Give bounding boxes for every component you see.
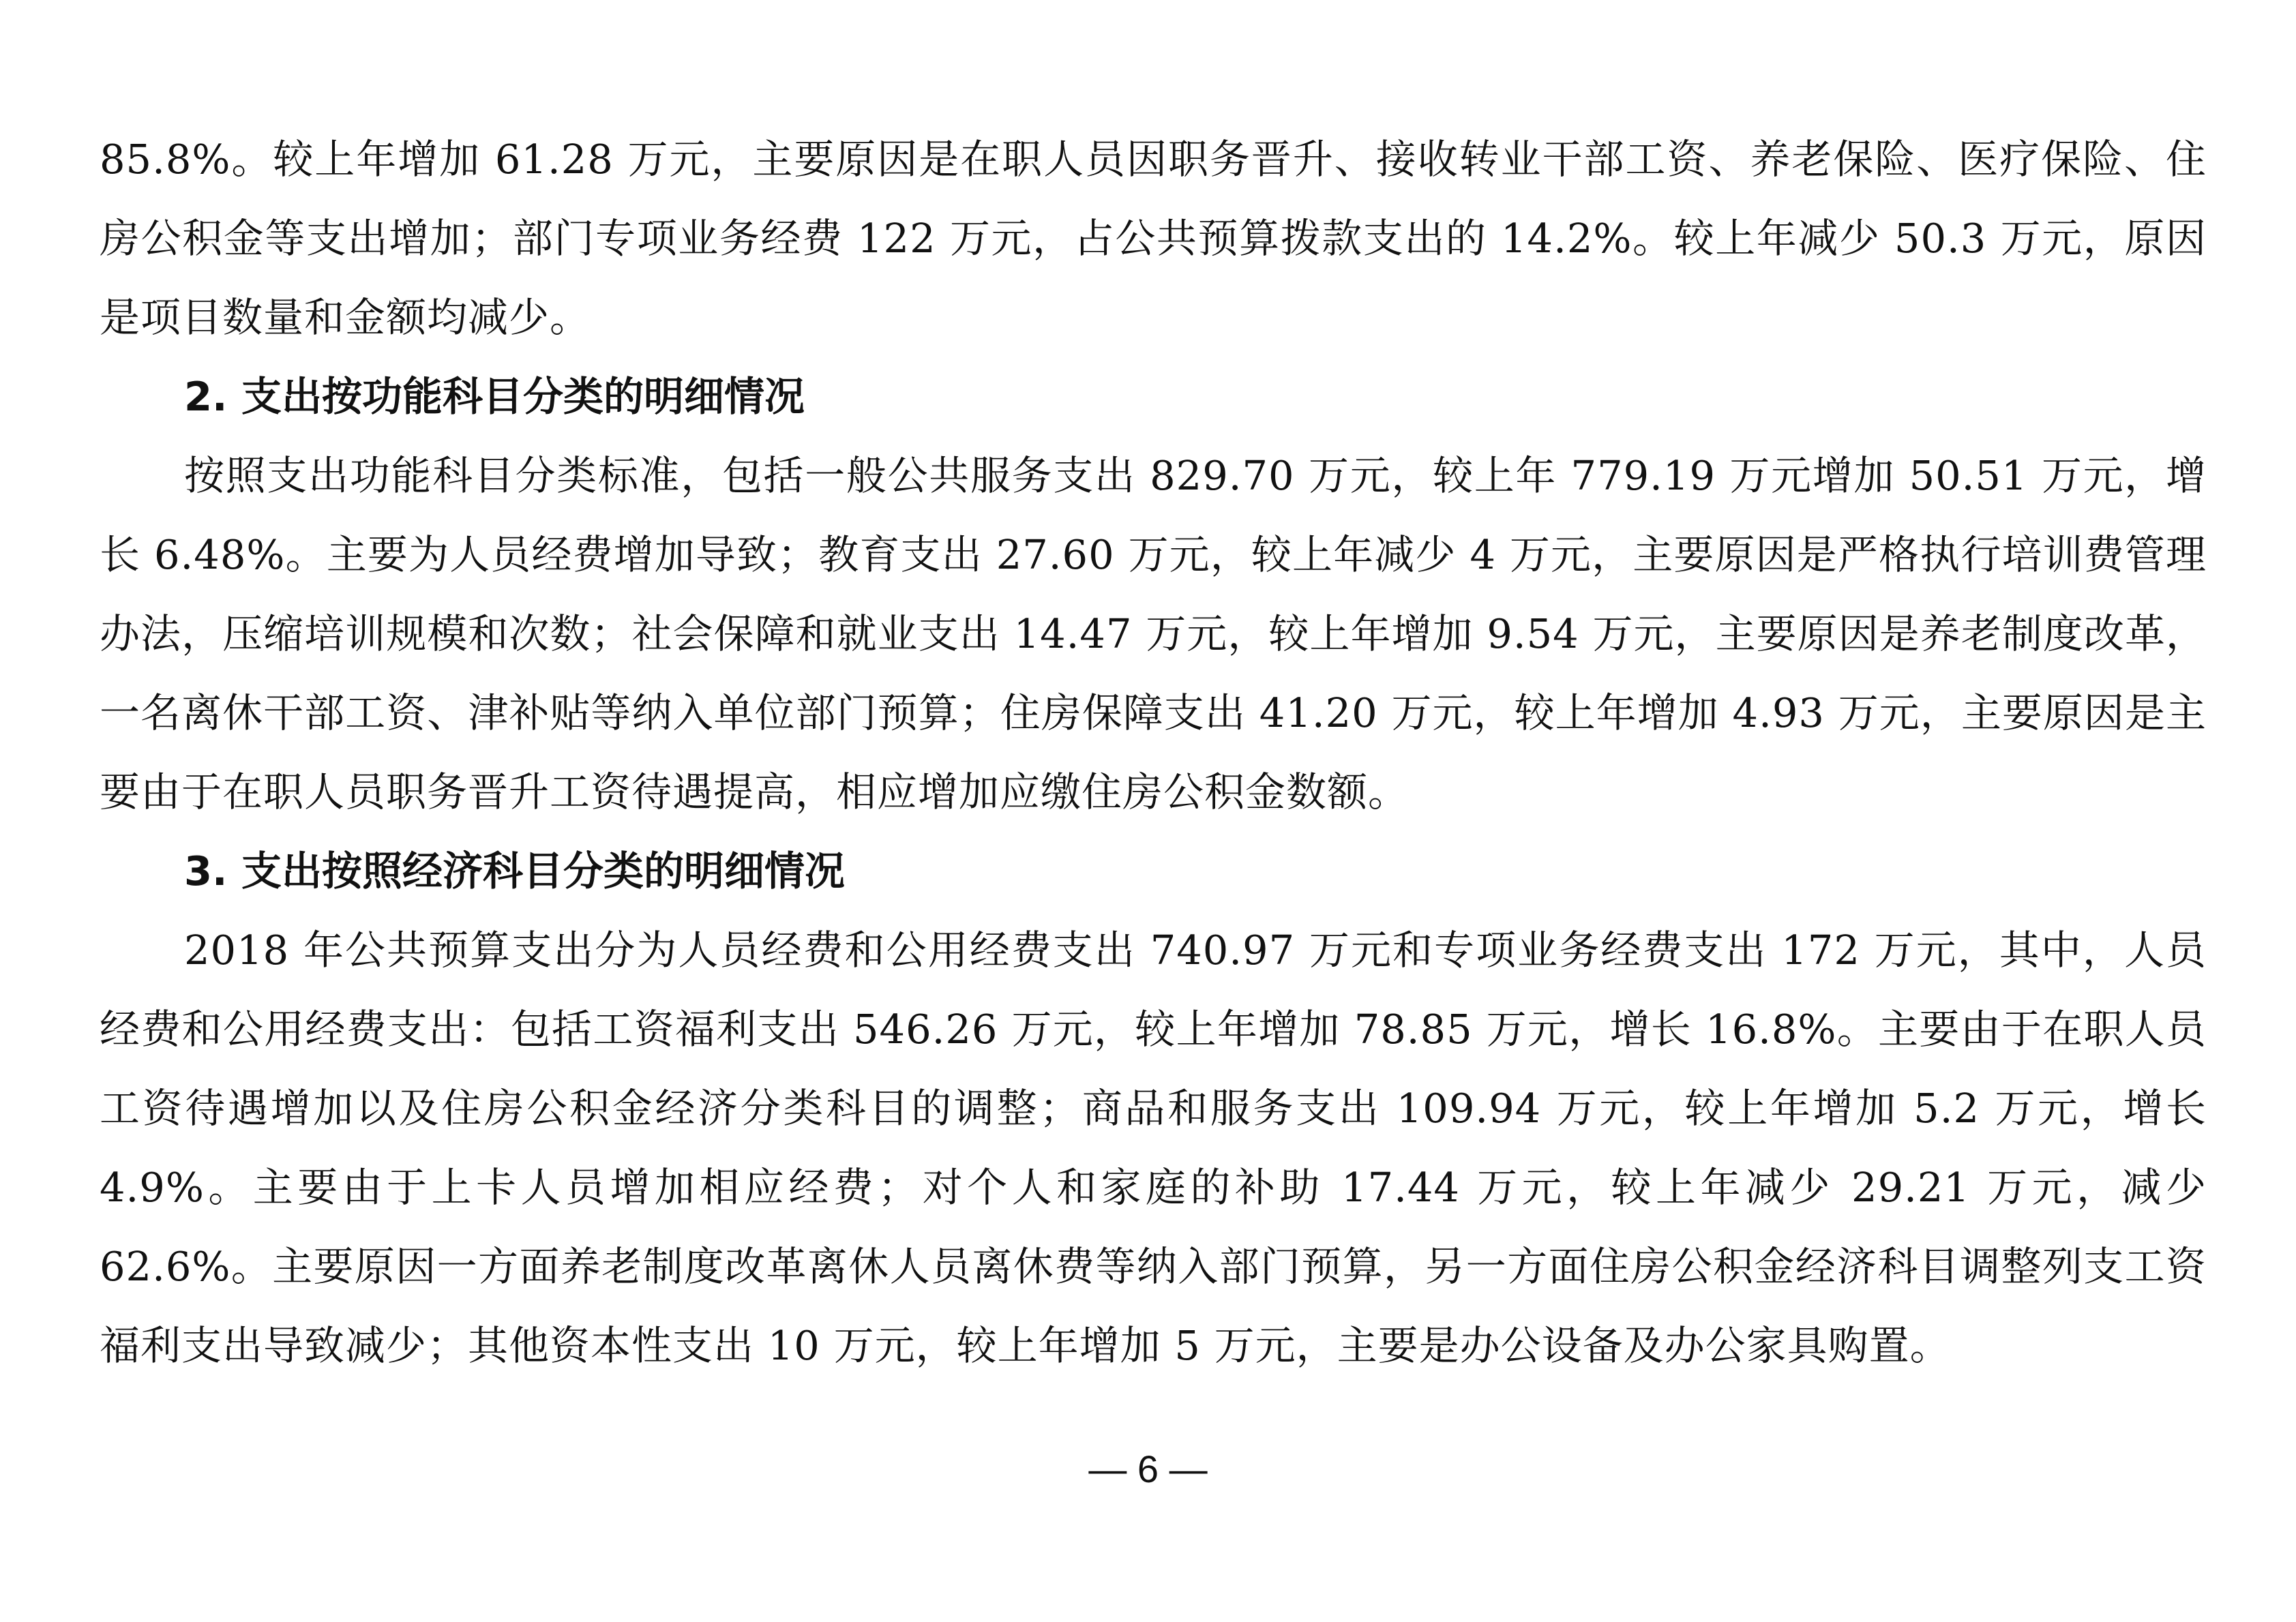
- document-body: [100, 120, 2207, 1385]
- paragraph-functional-classification: 按照支出功能科目分类标准，包括一般公共服务支出 829.70 万元，较上年 779.19 万元增加 50.51 万元，增长 6.48%。主要为人员经费增加导致；教育支出 27.60 万元，较上年减少 4 万元，主要原因是严格执行培训费管理办法，压缩培训规模和次数；社会保障和就业支出 14.47 万元，较上年增加 9.54 万元，主要原因是养老制度改革，一名离休干部工资、津补贴等纳入单位部门预算；住房保障支出 41.20 万元，较上年增加 4.93 万元，主要原因是主要由于在职人员职务晋升工资待遇提高，相应增加应缴住房公积金数额。: [100, 452, 2207, 815]
- page-number: — 6 —: [1088, 1447, 1208, 1490]
- section-heading-economic: 3. 支出按照经济科目分类的明细情况: [184, 847, 846, 895]
- section-heading-functional: 2. 支出按功能科目分类的明细情况: [184, 373, 805, 420]
- paragraph-economic-classification: 2018 年公共预算支出分为人员经费和公用经费支出 740.97 万元和专项业务经费支出 172 万元，其中，人员经费和公用经费支出：包括工资福利支出 546.26 万元，较上年增加 78.85 万元，增长 16.8%。主要由于在职人员工资待遇增加以及住房公积金经济分类科目的调整；商品和服务支出 109.94 万元，较上年增加 5.2 万元，增长 4.9%。主要由于上卡人员增加相应经费；对个人和家庭的补助 17.44 万元，较上年减少 29.21 万元，减少 62.6%。主要原因一方面养老制度改革离休人员离休费等纳入部门预算，另一方面住房公积金经济科目调整列支工资福利支出导致减少；其他资本性支出 10 万元，较上年增加 5 万元，主要是办公设备及办公家具购置。: [100, 927, 2207, 1369]
- paragraph-personnel-expense: 85.8%。较上年增加 61.28 万元，主要原因是在职人员因职务晋升、接收转业干部工资、养老保险、医疗保险、住房公积金等支出增加；部门专项业务经费 122 万元，占公共预算拨款支出的 14.2%。较上年减少 50.3 万元，原因是项目数量和金额均减少。: [100, 136, 2207, 341]
